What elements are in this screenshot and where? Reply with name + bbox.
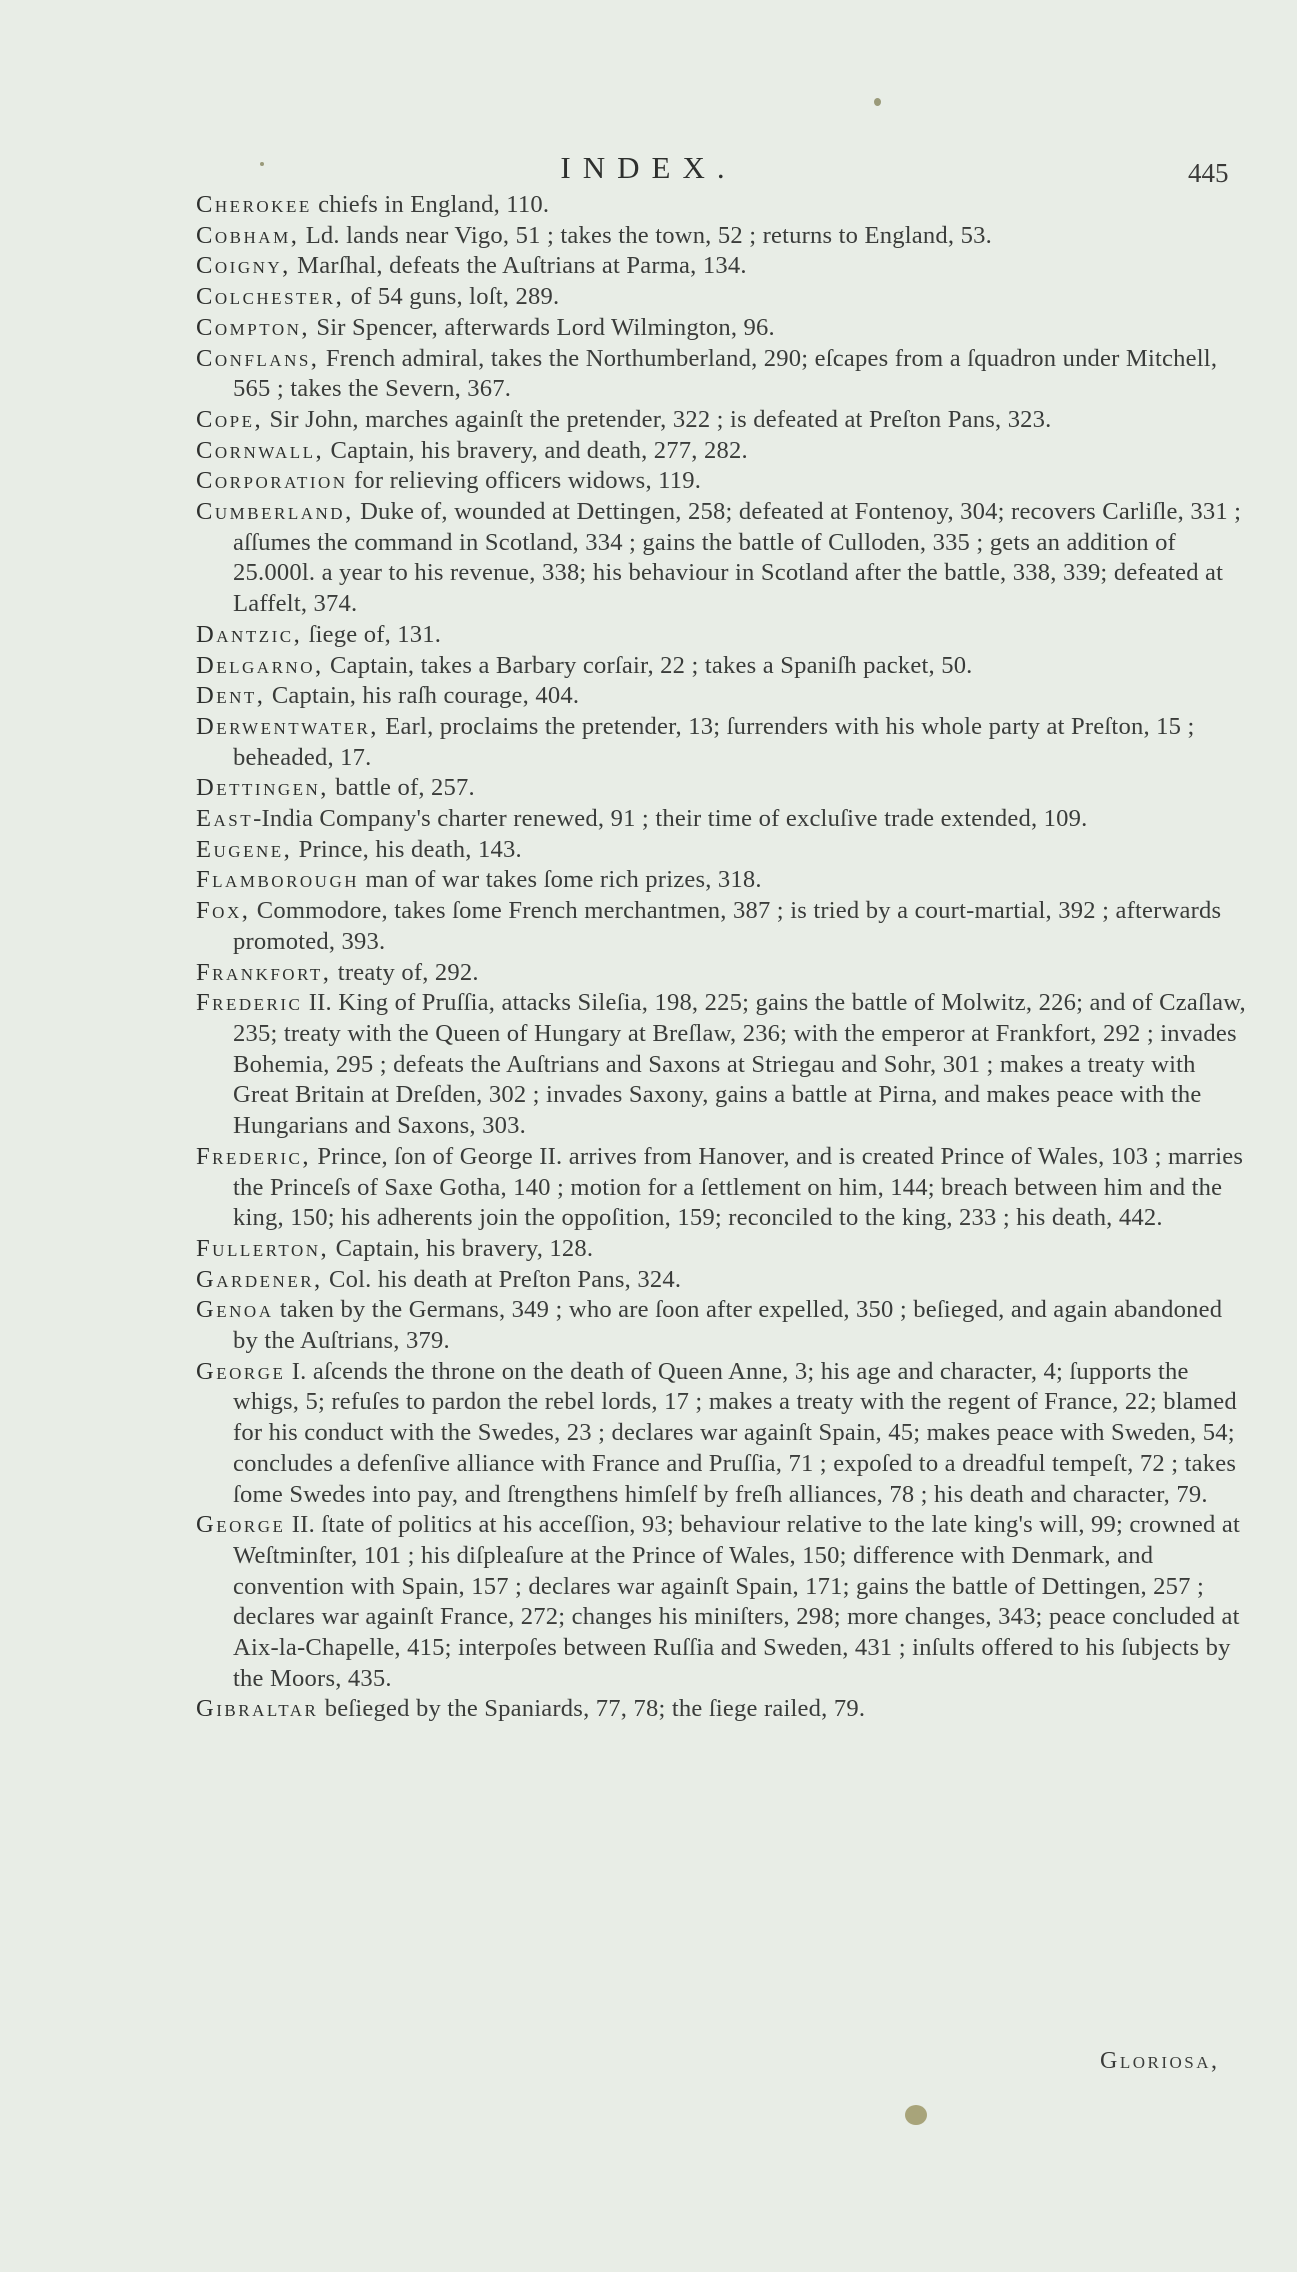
entry-text: of 54 guns, loſt, 289. xyxy=(344,283,560,311)
entry-text: Prince, ſon of George II. arrives from Hanover, and is created Prince of Wales, 103 ; marries the Princeſs of Saxe Gotha, 140 ; motion for a ſettlement on him, 144; breach between him and the king, 150; his adherents join the oppoſition, 159; reconciled to the king, 233 ; his death, 442. xyxy=(233,1142,1244,1232)
entry-text: Captain, his raſh courage, 404. xyxy=(265,682,580,710)
entry-text: for relieving officers widows, 119. xyxy=(347,467,702,495)
entry-heading: Compton, xyxy=(196,313,311,341)
entry-heading: Fox, xyxy=(196,897,251,925)
index-entry xyxy=(196,681,1246,712)
entry-heading: Genoa xyxy=(196,1296,274,1324)
entry-text: ſiege of, 131. xyxy=(302,620,442,648)
index-entry xyxy=(196,1357,1246,1511)
entry-heading: Corporation xyxy=(196,467,348,495)
entry-heading: Eugene, xyxy=(196,835,293,863)
entry-text: Ld. lands near Vigo, 51 ; takes the town, 52 ; returns to England, 53. xyxy=(299,221,992,249)
entry-text: Marſhal, defeats the Auſtrians at Parma, 134. xyxy=(290,252,747,280)
entry-text: II. King of Pruſſia, attacks Sileſia, 198, 225; gains the battle of Molwitz, 226; and of Czaſlaw, 235; treaty with the Queen of Hungary at Breſlaw, 236; with the emperor at Frankfort, 292 ; invades Bohemia, 295 ; defeats the Auſtrians and Saxons at Striegau and Sohr, 301 ; makes a treaty with Great Britain at Dreſden, 302 ; invades Saxony, gains a battle at Pirna, and makes peace with the Hungarians and Saxons, 303. xyxy=(233,989,1246,1140)
entry-text: Duke of, wounded at Dettingen, 258; defeated at Fontenoy, 304; recovers Carliſle, 331 ; aſſumes the command in Scotland, 334 ; gains the battle of Culloden, 335 ; gets an addition of 25.000l. a year to his revenue, 338; his behaviour in Scotland after the battle, 338, 339; defeated at Laffelt, 374. xyxy=(233,498,1242,618)
entry-text: Earl, proclaims the pretender, 13; ſurrenders with his whole party at Preſton, 15 ; beheaded, 17. xyxy=(233,712,1195,771)
page-title: INDEX. xyxy=(560,150,737,185)
page-number: 445 xyxy=(1188,158,1229,188)
index-entry xyxy=(196,804,1246,835)
entry-heading: Gardener, xyxy=(196,1265,323,1293)
entry-text: beſieged by the Spaniards, 77, 78; the ſiege railed, 79. xyxy=(318,1695,866,1723)
entry-heading: Dantzic, xyxy=(196,620,303,648)
entry-text: Sir Spencer, afterwards Lord Wilmington, 96. xyxy=(310,313,775,341)
entry-heading: Gibraltar xyxy=(196,1695,319,1723)
entry-heading: Dent, xyxy=(196,682,266,710)
catchword: Gloriosa, xyxy=(1100,2048,1220,2074)
index-entry xyxy=(196,620,1246,651)
entry-text: French admiral, takes the Northumberland, 290; eſcapes from a ſquadron under Mitchell, 565 ; takes the Severn, 367. xyxy=(233,344,1218,403)
index-entry xyxy=(196,344,1246,405)
index-entry xyxy=(196,1142,1246,1234)
entry-text: I. aſcends the throne on the death of Queen Anne, 3; his age and character, 4; ſupports the whigs, 5; refuſes to pardon the rebel lords, 17 ; makes a treaty with the regent of France, 22; blamed for his conduct with the Swedes, 23 ; declares war againſt Spain, 45; makes peace with Sweden, 54; concludes a defenſive alliance with France and Pruſſia, 71 ; expoſed to a dreadful tempeſt, 72 ; takes ſome Swedes into pay, and ſtrengthens himſelf by freſh alliances, 78 ; his death and character, 79. xyxy=(233,1357,1237,1508)
index-entry xyxy=(196,988,1246,1142)
entry-heading: Cornwall, xyxy=(196,436,325,464)
index-entry xyxy=(196,651,1246,682)
entry-heading: Frederic, xyxy=(196,1142,312,1170)
index-entry xyxy=(196,282,1246,313)
entry-text: II. ſtate of politics at his acceſſion, 93; behaviour relative to the late king's will, 99; crowned at Weſtminſter, 101 ; his diſpleaſure at the Prince of Wales, 150; difference with Denmark, and convention with Spain, 157 ; declares war againſt Spain, 171; gains the battle of Dettingen, 257 ; declares war againſt France, 272; changes his miniſters, 298; more changes, 343; peace concluded at Aix-la-Chapelle, 415; interpoſes between Ruſſia and Sweden, 431 ; inſults offered to his ſubjects by the Moors, 435. xyxy=(233,1511,1240,1692)
index-entry xyxy=(196,865,1246,896)
index-entry xyxy=(196,896,1246,957)
entry-text: Captain, takes a Barbary corſair, 22 ; takes a Spaniſh packet, 50. xyxy=(323,651,973,679)
entry-text: Captain, his bravery, 128. xyxy=(329,1234,594,1262)
index-entry xyxy=(196,466,1246,497)
entry-heading: Derwentwater, xyxy=(196,712,379,740)
index-entry xyxy=(196,313,1246,344)
entry-heading: George xyxy=(196,1357,286,1385)
entry-text: Captain, his bravery, and death, 277, 282. xyxy=(324,436,748,464)
index-entry xyxy=(196,497,1246,620)
entry-heading: Frankfort, xyxy=(196,958,332,986)
index-entry xyxy=(196,190,1246,221)
entry-heading: George xyxy=(196,1511,286,1539)
entry-text: Prince, his death, 143. xyxy=(292,835,522,863)
entry-heading: Coigny, xyxy=(196,252,291,280)
index-entry xyxy=(196,251,1246,282)
entry-heading: Cherokee xyxy=(196,191,312,218)
entry-heading: Frederic xyxy=(196,989,303,1017)
index-entry xyxy=(196,712,1246,773)
entry-text: man of war takes ſome rich prizes, 318. xyxy=(359,866,762,894)
entry-text: Col. his death at Preſton Pans, 324. xyxy=(322,1265,682,1293)
index-entry xyxy=(196,1694,1246,1725)
entry-text: -India Company's charter renewed, 91 ; their time of excluſive trade extended, 109. xyxy=(253,805,1088,833)
index-entry xyxy=(196,958,1246,989)
ink-blot xyxy=(905,2105,927,2125)
ink-speck xyxy=(874,98,881,106)
entry-heading: Delgarno, xyxy=(196,651,324,679)
entry-text: Commodore, takes ſome French merchantmen, 387 ; is tried by a court-martial, 392 ; afterwards promoted, 393. xyxy=(233,897,1222,955)
entry-heading: Cope, xyxy=(196,405,264,433)
index-entry xyxy=(196,1295,1246,1356)
entry-heading: Colchester, xyxy=(196,283,345,311)
entry-heading: Fullerton, xyxy=(196,1234,330,1262)
entry-heading: East xyxy=(196,805,254,833)
index-entry xyxy=(196,835,1246,866)
entry-text: taken by the Germans, 349 ; who are ſoon after expelled, 350 ; beſieged, and again abandoned by the Auſtrians, 379. xyxy=(233,1296,1223,1355)
entry-heading: Cumberland, xyxy=(196,498,354,526)
index-entries xyxy=(196,190,1246,1725)
entry-text: treaty of, 292. xyxy=(331,958,479,986)
entry-text: Sir John, marches againſt the pretender, 322 ; is defeated at Preſton Pans, 323. xyxy=(263,405,1052,433)
entry-heading: Cobham, xyxy=(196,221,300,249)
entry-text: chiefs in England, 110. xyxy=(311,191,550,218)
entry-heading: Flamborough xyxy=(196,866,360,894)
entry-heading: Dettingen, xyxy=(196,774,329,802)
index-entry xyxy=(196,221,1246,252)
index-entry xyxy=(196,1510,1246,1694)
entry-heading: Conflans, xyxy=(196,344,320,372)
index-entry xyxy=(196,1234,1246,1265)
index-entry xyxy=(196,436,1246,467)
entry-text: battle of, 257. xyxy=(328,774,475,802)
index-entry xyxy=(196,405,1246,436)
index-entry xyxy=(196,773,1246,804)
index-entry xyxy=(196,1265,1246,1296)
